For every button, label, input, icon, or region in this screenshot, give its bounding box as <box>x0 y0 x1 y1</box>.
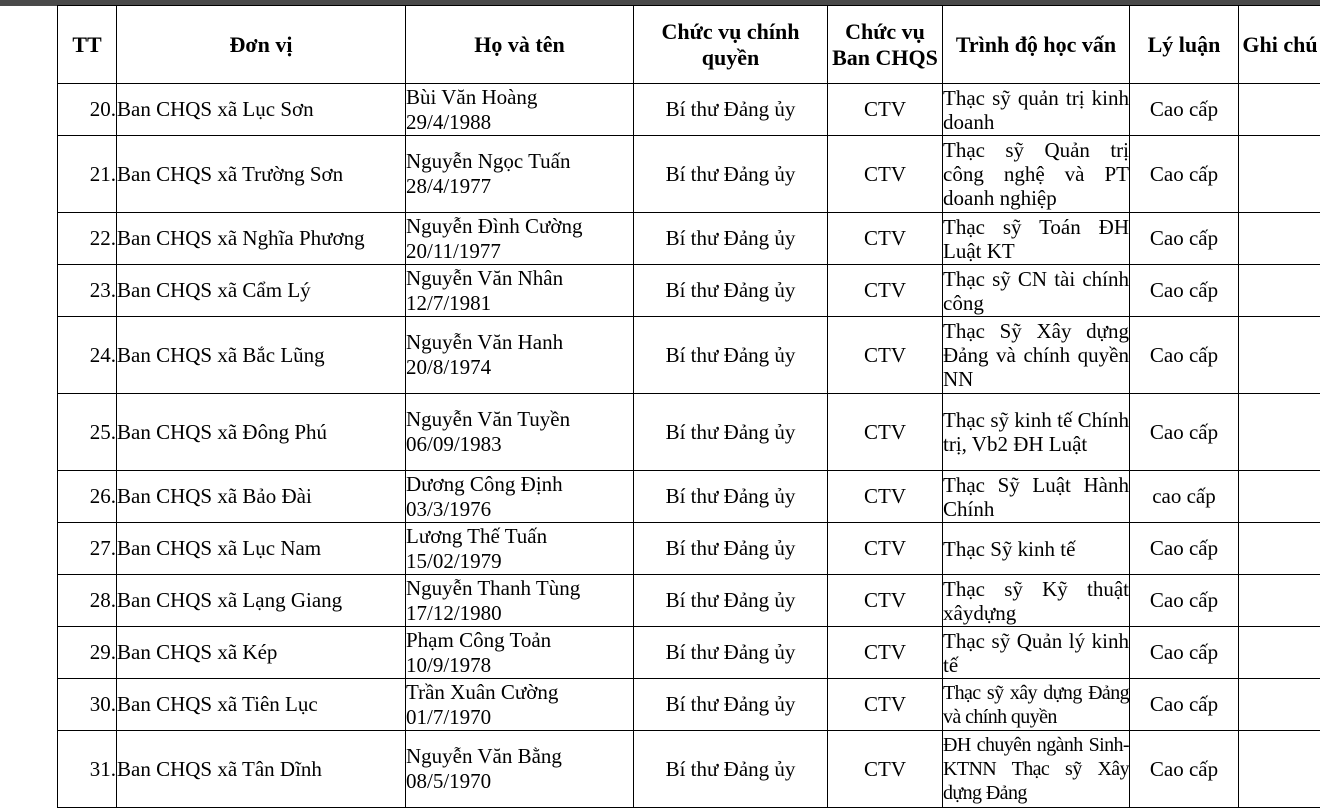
cell-note <box>1239 265 1320 317</box>
cell-theory <box>1130 394 1239 471</box>
cell-name <box>406 265 634 317</box>
cell-education <box>943 627 1130 679</box>
cell-theory <box>1130 627 1239 679</box>
cell-education <box>943 265 1130 317</box>
cell-name <box>406 213 634 265</box>
cell-theory <box>1130 136 1239 213</box>
gov-role: Bí thư Đảng ủy <box>666 420 796 444</box>
birth-date: 10/9/1978 <box>406 653 633 678</box>
gov-role: Bí thư Đảng ủy <box>666 757 796 781</box>
row-number: 20. <box>90 97 116 121</box>
unit-name: Ban CHQS xã Cẩm Lý <box>117 278 311 302</box>
chqs-role: CTV <box>864 420 906 444</box>
birth-date: 06/09/1983 <box>406 432 633 457</box>
row-number: 30. <box>90 692 116 716</box>
chqs-role: CTV <box>864 536 906 560</box>
person-name: Nguyễn Ngọc Tuấn <box>406 149 633 174</box>
row-number: 26. <box>90 484 116 508</box>
person-name: Trần Xuân Cường <box>406 680 633 705</box>
table-header-row <box>58 6 1320 84</box>
cell-unit <box>117 136 406 213</box>
cell-gov-role <box>634 136 828 213</box>
table-body <box>58 84 1320 808</box>
theory-level: Cao cấp <box>1150 278 1218 302</box>
cell-tt <box>58 84 117 136</box>
header-name: Họ và tên <box>406 6 634 84</box>
cell-gov-role <box>634 84 828 136</box>
cell-name <box>406 84 634 136</box>
gov-role: Bí thư Đảng ủy <box>666 278 796 302</box>
chqs-role: CTV <box>864 97 906 121</box>
unit-name: Ban CHQS xã Bắc Lũng <box>117 343 325 367</box>
cell-name <box>406 679 634 731</box>
cell-gov-role <box>634 394 828 471</box>
birth-date: 17/12/1980 <box>406 601 633 626</box>
unit-name: Ban CHQS xã Tân Dĩnh <box>117 757 322 781</box>
birth-date: 20/11/1977 <box>406 239 633 264</box>
education-level: Thạc sỹ CN tài chính công <box>943 267 1129 315</box>
cell-education <box>943 136 1130 213</box>
cell-education <box>943 213 1130 265</box>
cell-chqs-role <box>828 317 943 394</box>
table-row <box>58 471 1320 523</box>
cell-gov-role <box>634 523 828 575</box>
cell-tt <box>58 575 117 627</box>
cell-chqs-role <box>828 394 943 471</box>
cell-name <box>406 523 634 575</box>
cell-theory <box>1130 731 1239 808</box>
header-tt: TT <box>58 6 117 84</box>
cell-note <box>1239 679 1320 731</box>
cell-theory <box>1130 84 1239 136</box>
row-number: 22. <box>90 226 116 250</box>
cell-note <box>1239 471 1320 523</box>
header-education: Trình độ học vấn <box>943 6 1130 84</box>
chqs-role: CTV <box>864 484 906 508</box>
cell-name <box>406 575 634 627</box>
gov-role: Bí thư Đảng ủy <box>666 484 796 508</box>
unit-name: Ban CHQS xã Kép <box>117 640 277 664</box>
cell-education <box>943 731 1130 808</box>
cell-name <box>406 136 634 213</box>
cell-note <box>1239 523 1320 575</box>
person-name: Nguyễn Văn Hanh <box>406 330 633 355</box>
cell-education <box>943 679 1130 731</box>
header-chqs-role: Chức vụ Ban CHQS <box>828 6 943 84</box>
cell-gov-role <box>634 471 828 523</box>
cell-name <box>406 731 634 808</box>
cell-gov-role <box>634 213 828 265</box>
theory-level: Cao cấp <box>1150 162 1218 186</box>
unit-name: Ban CHQS xã Lạng Giang <box>117 588 342 612</box>
cell-name <box>406 471 634 523</box>
cell-unit <box>117 679 406 731</box>
person-name: Nguyễn Văn Bằng <box>406 744 633 769</box>
header-unit: Đơn vị <box>117 6 406 84</box>
row-number: 28. <box>90 588 116 612</box>
cell-theory <box>1130 213 1239 265</box>
gov-role: Bí thư Đảng ủy <box>666 588 796 612</box>
birth-date: 29/4/1988 <box>406 110 633 135</box>
cell-note <box>1239 317 1320 394</box>
gov-role: Bí thư Đảng ủy <box>666 640 796 664</box>
education-level: Thạc sỹ Quản trị công nghệ và PT doanh nghiệp <box>943 138 1129 210</box>
person-name: Phạm Công Toản <box>406 628 633 653</box>
theory-level: cao cấp <box>1152 484 1216 508</box>
gov-role: Bí thư Đảng ủy <box>666 536 796 560</box>
cell-note <box>1239 731 1320 808</box>
education-level: Thạc Sỹ Luật Hành Chính <box>943 473 1129 521</box>
person-name: Nguyễn Thanh Tùng <box>406 576 633 601</box>
education-level: Thạc sỹ quản trị kinh doanh <box>943 86 1129 134</box>
table-row <box>58 394 1320 471</box>
unit-name: Ban CHQS xã Nghĩa Phương <box>117 226 365 250</box>
cell-name <box>406 627 634 679</box>
cell-unit <box>117 84 406 136</box>
birth-date: 20/8/1974 <box>406 355 633 380</box>
person-name: Dương Công Định <box>406 472 633 497</box>
chqs-role: CTV <box>864 640 906 664</box>
chqs-role: CTV <box>864 162 906 186</box>
unit-name: Ban CHQS xã Lục Nam <box>117 536 321 560</box>
cell-tt <box>58 265 117 317</box>
cell-unit <box>117 575 406 627</box>
row-number: 29. <box>90 640 116 664</box>
cell-gov-role <box>634 575 828 627</box>
cell-theory <box>1130 523 1239 575</box>
cell-education <box>943 84 1130 136</box>
cell-education <box>943 394 1130 471</box>
cell-unit <box>117 523 406 575</box>
cell-unit <box>117 731 406 808</box>
cell-unit <box>117 213 406 265</box>
chqs-role: CTV <box>864 588 906 612</box>
theory-level: Cao cấp <box>1150 226 1218 250</box>
header-gov-role: Chức vụ chính quyền <box>634 6 828 84</box>
cell-note <box>1239 394 1320 471</box>
cell-note <box>1239 84 1320 136</box>
cell-tt <box>58 523 117 575</box>
cell-education <box>943 575 1130 627</box>
education-level: Thạc sỹ xây dựng Đảng và chính quyền <box>943 681 1129 729</box>
chqs-role: CTV <box>864 692 906 716</box>
cell-tt <box>58 394 117 471</box>
education-level: Thạc sỹ kinh tế Chính trị, Vb2 ĐH Luật <box>943 408 1129 456</box>
cell-unit <box>117 471 406 523</box>
table-row <box>58 731 1320 808</box>
cell-tt <box>58 317 117 394</box>
birth-date: 12/7/1981 <box>406 291 633 316</box>
cell-tt <box>58 471 117 523</box>
education-level: Thạc sỹ Quản lý kinh tế <box>943 629 1129 677</box>
theory-level: Cao cấp <box>1150 640 1218 664</box>
theory-level: Cao cấp <box>1150 343 1218 367</box>
cell-theory <box>1130 471 1239 523</box>
table-row <box>58 679 1320 731</box>
cell-gov-role <box>634 731 828 808</box>
cell-tt <box>58 627 117 679</box>
theory-level: Cao cấp <box>1150 420 1218 444</box>
unit-name: Ban CHQS xã Lục Sơn <box>117 97 314 121</box>
cell-unit <box>117 394 406 471</box>
commander-roster-table <box>57 5 1320 808</box>
theory-level: Cao cấp <box>1150 536 1218 560</box>
row-number: 31. <box>90 757 116 781</box>
table-row <box>58 523 1320 575</box>
table-row <box>58 213 1320 265</box>
cell-theory <box>1130 575 1239 627</box>
cell-tt <box>58 213 117 265</box>
cell-gov-role <box>634 627 828 679</box>
chqs-role: CTV <box>864 278 906 302</box>
birth-date: 01/7/1970 <box>406 705 633 730</box>
row-number: 27. <box>90 536 116 560</box>
cell-unit <box>117 317 406 394</box>
person-name: Bùi Văn Hoàng <box>406 85 633 110</box>
cell-chqs-role <box>828 213 943 265</box>
cell-unit <box>117 265 406 317</box>
birth-date: 03/3/1976 <box>406 497 633 522</box>
person-name: Nguyễn Đình Cường <box>406 214 633 239</box>
education-level: Thạc sỹ Toán ĐH Luật KT <box>943 215 1129 263</box>
theory-level: Cao cấp <box>1150 97 1218 121</box>
row-number: 25. <box>90 420 116 444</box>
cell-note <box>1239 575 1320 627</box>
table-row <box>58 317 1320 394</box>
cell-education <box>943 471 1130 523</box>
row-number: 21. <box>90 162 116 186</box>
row-number: 24. <box>90 343 116 367</box>
cell-education <box>943 317 1130 394</box>
cell-note <box>1239 213 1320 265</box>
chqs-role: CTV <box>864 757 906 781</box>
cell-unit <box>117 627 406 679</box>
chqs-role: CTV <box>864 343 906 367</box>
cell-gov-role <box>634 679 828 731</box>
cell-chqs-role <box>828 731 943 808</box>
unit-name: Ban CHQS xã Bảo Đài <box>117 484 312 508</box>
cell-name <box>406 394 634 471</box>
table-row <box>58 265 1320 317</box>
table-row <box>58 84 1320 136</box>
cell-tt <box>58 679 117 731</box>
unit-name: Ban CHQS xã Trường Sơn <box>117 162 343 186</box>
cell-gov-role <box>634 265 828 317</box>
person-name: Lương Thế Tuấn <box>406 524 633 549</box>
cell-tt <box>58 731 117 808</box>
cell-chqs-role <box>828 627 943 679</box>
header-note: Ghi chú <box>1239 6 1320 84</box>
birth-date: 15/02/1979 <box>406 549 633 574</box>
gov-role: Bí thư Đảng ủy <box>666 162 796 186</box>
cell-chqs-role <box>828 136 943 213</box>
cell-chqs-role <box>828 84 943 136</box>
cell-name <box>406 317 634 394</box>
gov-role: Bí thư Đảng ủy <box>666 97 796 121</box>
gov-role: Bí thư Đảng ủy <box>666 343 796 367</box>
table-row <box>58 136 1320 213</box>
cell-chqs-role <box>828 575 943 627</box>
cell-chqs-role <box>828 471 943 523</box>
gov-role: Bí thư Đảng ủy <box>666 692 796 716</box>
cell-gov-role <box>634 317 828 394</box>
row-number: 23. <box>90 278 116 302</box>
education-level: Thạc sỹ Kỹ thuật xâydựng <box>943 577 1129 625</box>
birth-date: 08/5/1970 <box>406 769 633 794</box>
cell-education <box>943 523 1130 575</box>
header-theory: Lý luận <box>1130 6 1239 84</box>
cell-chqs-role <box>828 523 943 575</box>
cell-chqs-role <box>828 679 943 731</box>
cell-note <box>1239 136 1320 213</box>
cell-note <box>1239 627 1320 679</box>
theory-level: Cao cấp <box>1150 692 1218 716</box>
cell-theory <box>1130 317 1239 394</box>
person-name: Nguyễn Văn Nhân <box>406 266 633 291</box>
gov-role: Bí thư Đảng ủy <box>666 226 796 250</box>
birth-date: 28/4/1977 <box>406 174 633 199</box>
theory-level: Cao cấp <box>1150 757 1218 781</box>
cell-theory <box>1130 265 1239 317</box>
cell-tt <box>58 136 117 213</box>
unit-name: Ban CHQS xã Đông Phú <box>117 420 327 444</box>
cell-chqs-role <box>828 265 943 317</box>
chqs-role: CTV <box>864 226 906 250</box>
table-row <box>58 627 1320 679</box>
education-level: Thạc Sỹ Xây dựng Đảng và chính quyền NN <box>943 319 1129 391</box>
education-level: Thạc Sỹ kinh tế <box>943 537 1129 561</box>
cell-theory <box>1130 679 1239 731</box>
unit-name: Ban CHQS xã Tiên Lục <box>117 692 318 716</box>
theory-level: Cao cấp <box>1150 588 1218 612</box>
education-level: ĐH chuyên ngành Sinh-KTNN Thạc sỹ Xây dựng Đảng <box>943 733 1129 805</box>
person-name: Nguyễn Văn Tuyền <box>406 407 633 432</box>
table-row <box>58 575 1320 627</box>
